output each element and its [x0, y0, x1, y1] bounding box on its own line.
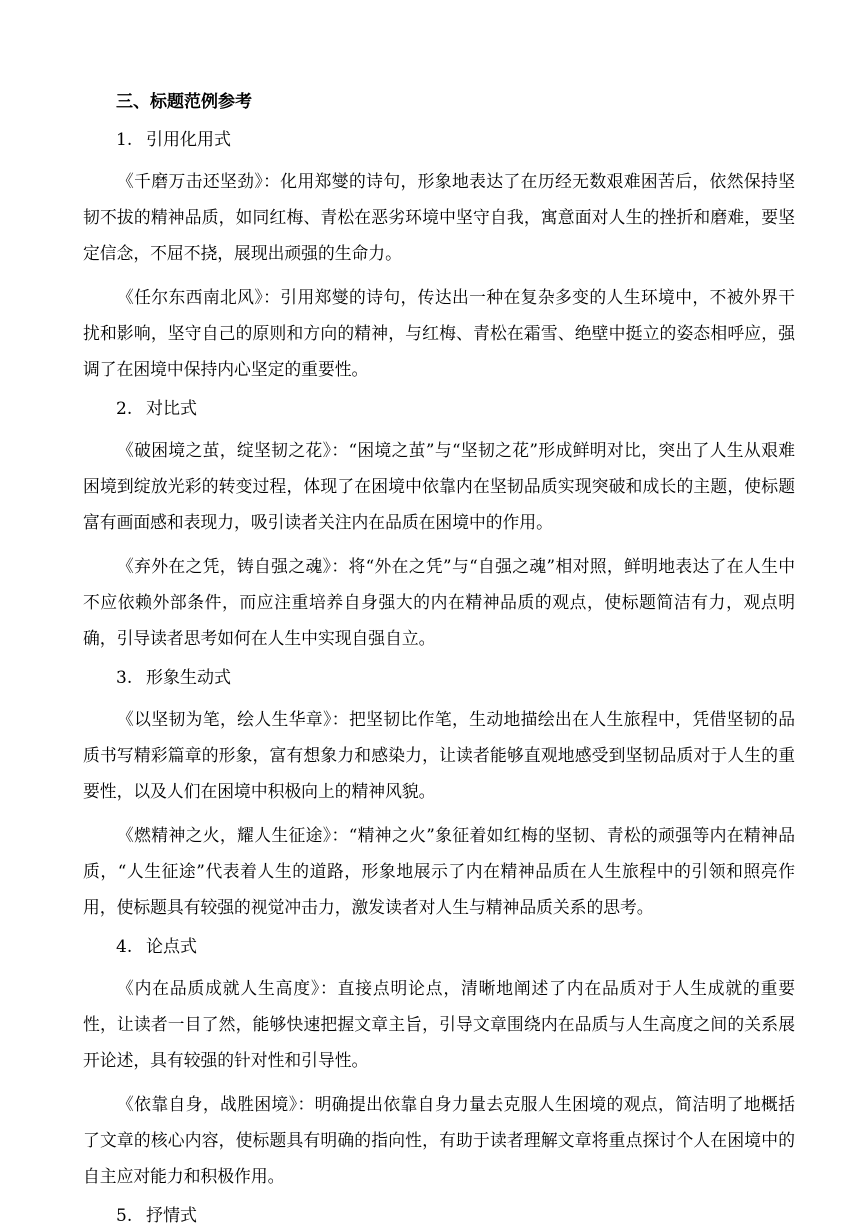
subsection-number: 1.: [116, 130, 133, 150]
section-title: 三、标题范例参考: [116, 92, 252, 112]
document-body: [83, 126, 795, 1230]
example-paragraph: 《破困境之茧，绽坚韧之花》：“困境之茧”与“坚韧之花”形成鲜明对比，突出了人生从艰难困境到绽放光彩的转变过程，体现了在困境中依靠内在坚韧品质实现突破和成长的主题，使标题富有画面感和表现力，吸引读者关注内在品质在困境中的作用。: [83, 440, 795, 532]
subsection-label: 引用化用式: [146, 130, 231, 150]
subsection-number: 2.: [116, 399, 133, 419]
subsection-heading: [83, 126, 795, 154]
example-paragraph: 《内在品质成就人生高度》：直接点明论点，清晰地阐述了内在品质对于人生成就的重要性，让读者一目了然，能够快速把握文章主旨，引导文章围绕内在品质与人生高度之间的关系展开论述，具有较强的针对性和引导性。: [83, 978, 795, 1070]
subsection-label: 论点式: [146, 937, 197, 957]
subsection-heading: [83, 1202, 795, 1230]
subsection-label: 形象生动式: [146, 668, 231, 688]
subsection-number: 3.: [116, 668, 133, 688]
example-paragraph: 《依靠自身，战胜困境》：明确提出依靠自身力量去克服人生困境的观点，简洁明了地概括了文章的核心内容，使标题具有明确的指向性，有助于读者理解文章将重点探讨个人在困境中的自主应对能力和积极作用。: [83, 1094, 795, 1186]
example-paragraph: 《任尔东西南北风》：引用郑燮的诗句，传达出一种在复杂多变的人生环境中，不被外界干扰和影响，坚守自己的原则和方向的精神，与红梅、青松在霜雪、绝壁中挺立的姿态相呼应，强调了在困境中保持内心坚定的重要性。: [83, 287, 795, 379]
subsection-number: 5.: [116, 1206, 133, 1226]
subsection-heading: [83, 664, 795, 692]
example-paragraph: 《弃外在之凭，铸自强之魂》：将“外在之凭”与“自强之魂”相对照，鲜明地表达了在人生中不应依赖外部条件，而应注重培养自身强大的内在精神品质的观点，使标题简洁有力，观点明确，引导读者思考如何在人生中实现自强自立。: [83, 556, 795, 648]
subsection-heading: [83, 395, 795, 423]
example-paragraph: 《以坚韧为笔，绘人生华章》：把坚韧比作笔，生动地描绘出在人生旅程中，凭借坚韧的品质书写精彩篇章的形象，富有想象力和感染力，让读者能够直观地感受到坚韧品质对于人生的重要性，以及人们在困境中积极向上的精神风貌。: [83, 709, 795, 801]
subsection-label: 抒情式: [146, 1206, 197, 1226]
subsection-label: 对比式: [146, 399, 197, 419]
example-paragraph: 《千磨万击还坚劲》：化用郑燮的诗句，形象地表达了在历经无数艰难困苦后，依然保持坚韧不拔的精神品质，如同红梅、青松在恶劣环境中坚守自我，寓意面对人生的挫折和磨难，要坚定信念，不屈不挠，展现出顽强的生命力。: [83, 171, 795, 263]
subsection-number: 4.: [116, 937, 133, 957]
subsection-heading: [83, 933, 795, 961]
example-paragraph: 《燃精神之火，耀人生征途》：“精神之火”象征着如红梅的坚韧、青松的顽强等内在精神品质，“人生征途”代表着人生的道路，形象地展示了内在精神品质在人生旅程中的引领和照亮作用，使标题具有较强的视觉冲击力，激发读者对人生与精神品质关系的思考。: [83, 825, 795, 917]
